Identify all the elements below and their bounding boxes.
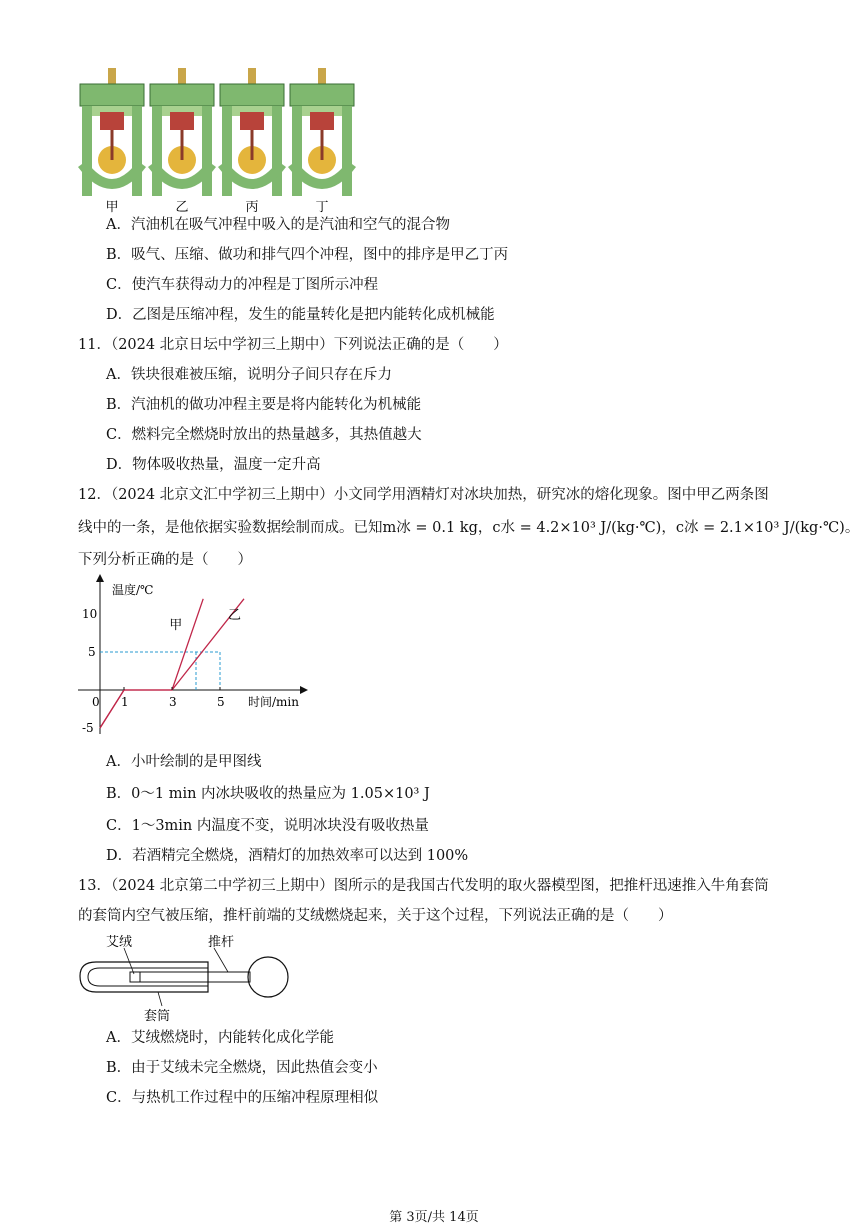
q12-option-a: A．小叶绘制的是甲图线 [106,754,262,770]
x-tick-1: 1 [121,695,129,709]
q10-option-d: D．乙图是压缩冲程，发生的能量转化是把内能转化成机械能 [106,307,495,323]
engine-label-ding: 丁 [315,200,329,214]
page-footer: 第 3页/共 14页 [389,1210,479,1225]
engine-label-bing: 丙 [245,200,259,214]
q11-option-a: A．铁块很难被压缩，说明分子间只存在斥力 [106,367,392,383]
push-rod [130,972,250,982]
q12-option-c: C．1～3min 内温度不变，说明冰块没有吸收热量 [106,818,429,834]
label-sleeve: 套筒 [144,1009,171,1024]
q10-option-c: C．使汽车获得动力的冲程是丁图所示冲程 [106,277,379,293]
series-line-jia [100,599,203,728]
q13-stem-line2: 的套筒内空气被压缩，推杆前端的艾绒燃烧起来，关于这个过程，下列说法正确的是（ ） [78,908,673,924]
series-label-jia: 甲 [169,617,183,633]
q11-option-b: B．汽油机的做功冲程主要是将内能转化为机械能 [106,397,422,413]
q12-stem-line2 [78,518,859,538]
x-tick-3: 3 [169,695,177,709]
q12-c-ice: c冰 = 2.1×10³ J/(kg·℃)。 [675,520,860,536]
y-tick-10: 10 [82,607,98,621]
tinder-block [130,972,140,982]
q12-stem-line3: 下列分析正确的是（ ） [78,552,252,568]
y-tick-5: 5 [88,645,96,659]
q13-stem-line1: 13．（2024 北京第二中学初三上期中）图所示的是我国古代发明的取火器模型图，把推杆迅速推入牛角套筒 [78,878,769,894]
q10-option-b: B．吸气、压缩、做功和排气四个冲程，图中的排序是甲乙丁丙 [106,247,509,263]
engine-diagram-jia [80,68,144,196]
q11-option-c: C．燃料完全燃烧时放出的热量越多，其热值越大 [106,427,422,443]
q12-option-d: D．若酒精完全燃烧，酒精灯的加热效率可以达到 100% [106,848,469,864]
x-tick-5: 5 [217,695,225,709]
q12-option-b: B．0～1 min 内冰块吸收的热量应为 1.05×10³ J [106,786,430,802]
engine-label-jia: 甲 [105,200,119,214]
q12-stem-prefix: 线中的一条，是他依据实验数据绘制而成。已知 [78,520,383,536]
x-tick-0: 0 [92,695,100,709]
label-push-rod: 推杆 [208,935,235,950]
q12-stem-line1: 12．（2024 北京文汇中学初三上期中）小文同学用酒精灯对冰块加热，研究冰的熔化现象。图中甲乙两条图 [78,487,769,503]
engine-diagram-yi [150,68,214,196]
temperature-time-chart [78,574,318,744]
y-axis-label: 温度/℃ [112,583,154,597]
fire-piston-figure [78,932,292,1024]
q12-c-water: c水 = 4.2×10³ J/(kg·℃)， [492,520,676,536]
q13-option-a: A．艾绒燃烧时，内能转化成化学能 [106,1030,334,1046]
series-label-yi: 乙 [228,607,242,623]
y-axis-arrow [96,574,104,582]
engine-label-yi: 乙 [175,200,189,214]
label-tinder: 艾绒 [106,935,133,950]
q13-option-b: B．由于艾绒未完全燃烧，因此热值会变小 [106,1060,378,1076]
q10-option-a: A．汽油机在吸气冲程中吸入的是汽油和空气的混合物 [106,217,450,233]
engine-stroke-figure [78,64,358,214]
x-axis-label: 时间/min [248,695,299,709]
engine-diagram-ding [290,68,354,196]
sleeve-inner [88,968,208,986]
rod-handle [248,957,288,997]
q11-stem: 11．（2024 北京日坛中学初三上期中）下列说法正确的是（ ） [78,337,508,353]
x-axis-arrow [300,686,308,694]
engine-diagram-bing [220,68,284,196]
q11-option-d: D．物体吸收热量，温度一定升高 [106,457,321,473]
q13-option-c: C．与热机工作过程中的压缩冲程原理相似 [106,1090,379,1106]
y-tick--5: -5 [82,721,94,735]
sleeve-outline [80,962,208,992]
q12-mass-ice: m冰 = 0.1 kg， [382,520,493,536]
